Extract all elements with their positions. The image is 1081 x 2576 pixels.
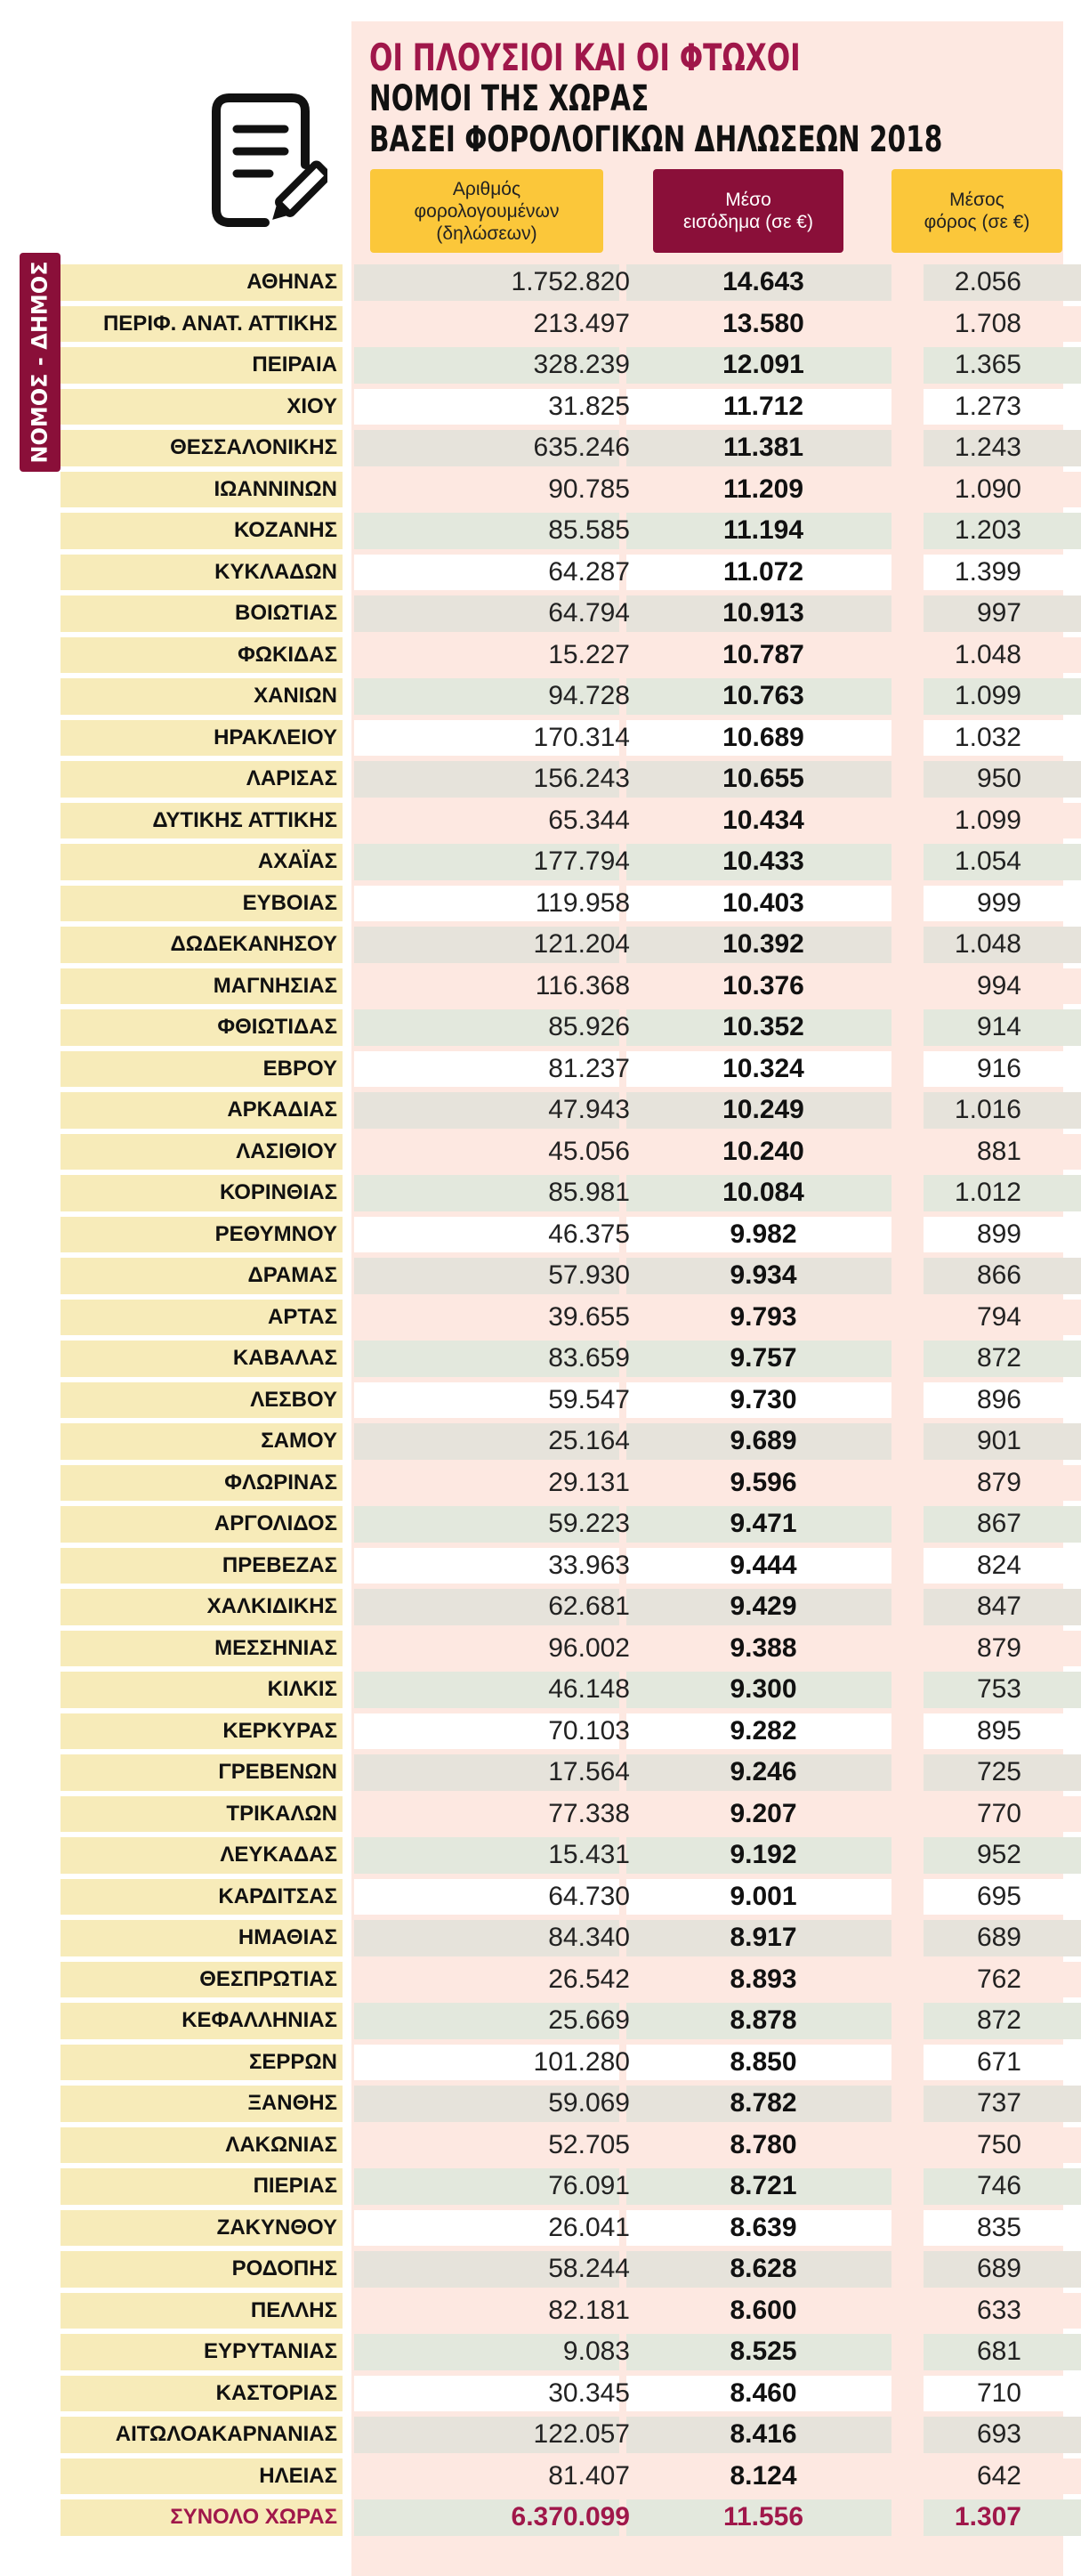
- average-income: 9.282: [730, 1715, 797, 1746]
- title-line-2: ΝΟΜΟΙ ΤΗΣ ΧΩΡΑΣ: [369, 78, 649, 119]
- prefecture-name: ΤΡΙΚΑΛΩΝ: [61, 1796, 343, 1833]
- taxpayers-count: 57.930: [548, 1260, 630, 1290]
- table-row: [61, 635, 1063, 676]
- average-income: 10.655: [722, 764, 804, 793]
- average-tax: 1.203: [954, 515, 1021, 545]
- taxpayers-count: 29.131: [548, 1467, 630, 1497]
- taxpayers-count: 121.204: [533, 929, 630, 959]
- average-income: 10.084: [722, 1178, 804, 1207]
- average-tax: 693: [976, 2419, 1021, 2449]
- table-row: [61, 2414, 1063, 2456]
- average-tax: 914: [976, 1012, 1021, 1041]
- table-row: [61, 2373, 1063, 2415]
- prefecture-name: ΚΥΚΛΑΔΩΝ: [61, 555, 343, 591]
- table-row: [61, 1090, 1063, 1131]
- average-tax: 1.708: [954, 308, 1021, 338]
- prefecture-name: ΕΒΡΟΥ: [61, 1051, 343, 1088]
- average-income: 10.763: [722, 681, 804, 710]
- average-income: 10.689: [722, 722, 804, 752]
- taxpayers-count: 62.681: [548, 1592, 630, 1621]
- prefecture-name: ΠΕΡΙΦ. ΑΝΑΤ. ΑΤΤΙΚΗΣ: [61, 306, 343, 343]
- average-income: 10.913: [722, 598, 804, 628]
- prefecture-name: ΠΙΕΡΙΑΣ: [61, 2168, 343, 2205]
- average-income: 8.721: [730, 2171, 797, 2200]
- table-row: [61, 1876, 1063, 1918]
- average-tax: 896: [976, 1384, 1021, 1414]
- average-income: 9.001: [730, 1881, 797, 1911]
- table-row: [61, 1172, 1063, 1214]
- table-row: [61, 966, 1063, 1008]
- taxpayers-count: 122.057: [533, 2419, 630, 2449]
- side-label-tab: [20, 253, 61, 472]
- taxpayers-count: 70.103: [548, 1715, 630, 1746]
- average-income: 11.194: [722, 515, 804, 545]
- average-tax: 689: [976, 2254, 1021, 2283]
- average-tax: 1.099: [954, 805, 1021, 835]
- average-income: 14.643: [722, 267, 804, 296]
- average-tax: 1.012: [954, 1178, 1021, 1207]
- prefecture-name: ΦΘΙΩΤΙΔΑΣ: [61, 1009, 343, 1046]
- table-row: [61, 2290, 1063, 2332]
- taxpayers-count: 64.730: [548, 1881, 630, 1911]
- prefecture-name: ΧΑΝΙΩΝ: [61, 678, 343, 715]
- taxpayers-count: 328.239: [533, 350, 630, 379]
- taxpayers-count: 58.244: [548, 2254, 630, 2283]
- average-income: 9.300: [730, 1674, 797, 1704]
- taxpayers-count: 85.585: [548, 515, 630, 545]
- average-income: 8.628: [730, 2254, 797, 2283]
- average-tax: 671: [976, 2046, 1021, 2077]
- taxpayers-count: 59.547: [548, 1384, 630, 1414]
- table-row: [61, 1959, 1063, 2001]
- table-row: [61, 1131, 1063, 1173]
- header-taxpayers-line-3: (δηλώσεων): [436, 223, 537, 244]
- taxpayers-count: 76.091: [548, 2171, 630, 2200]
- header-income-line-1: Μέσο: [725, 190, 771, 210]
- prefecture-name: ΔΩΔΕΚΑΝΗΣΟΥ: [61, 927, 343, 963]
- table-row: [61, 1917, 1063, 1959]
- average-income: 8.460: [730, 2378, 797, 2408]
- prefecture-name: ΣΥΝΟΛΟ ΧΩΡΑΣ: [61, 2499, 343, 2536]
- prefecture-name: ΡΟΔΟΠΗΣ: [61, 2251, 343, 2288]
- table-row: [61, 344, 1063, 386]
- average-tax: 999: [976, 887, 1021, 918]
- prefecture-name: ΚΑΒΑΛΑΣ: [61, 1341, 343, 1377]
- average-income: 8.124: [730, 2460, 797, 2491]
- average-income: 8.917: [730, 1923, 797, 1952]
- prefecture-name: ΗΡΑΚΛΕΙΟΥ: [61, 720, 343, 757]
- header-taxpayers-line-2: φορολογουμένων: [414, 200, 560, 222]
- average-income: 10.392: [722, 929, 804, 959]
- table-row: [61, 2000, 1063, 2042]
- prefecture-name: ΡΕΘΥΜΝΟΥ: [61, 1217, 343, 1253]
- header-tax-line-2: φόρος (σε €): [924, 212, 1030, 232]
- prefecture-name: ΑΡΚΑΔΙΑΣ: [61, 1092, 343, 1129]
- average-income: 10.376: [722, 970, 804, 1000]
- prefecture-name: ΘΕΣΠΡΩΤΙΑΣ: [61, 1962, 343, 1998]
- taxpayers-count: 119.958: [535, 887, 630, 918]
- table-row: [61, 800, 1063, 842]
- average-tax: 1.307: [954, 2502, 1021, 2531]
- taxpayers-count: 82.181: [548, 2295, 630, 2325]
- table-row: [61, 1628, 1063, 1670]
- prefecture-name: ΛΑΚΩΝΙΑΣ: [61, 2127, 343, 2164]
- prefecture-name: ΛΕΥΚΑΔΑΣ: [61, 1837, 343, 1874]
- table-row: [61, 1462, 1063, 1504]
- average-income: 8.639: [730, 2212, 797, 2242]
- table-row: [61, 1338, 1063, 1380]
- table-row: [61, 1586, 1063, 1628]
- average-tax: 1.365: [954, 350, 1021, 379]
- average-tax: 1.273: [954, 391, 1021, 421]
- taxpayers-count: 81.237: [548, 1053, 630, 1083]
- header-taxpayers: [370, 169, 603, 253]
- table-row: [61, 1545, 1063, 1587]
- prefecture-name: ΑΙΤΩΛΟΑΚΑΡΝΑΝΙΑΣ: [61, 2417, 343, 2453]
- average-tax: 1.048: [954, 639, 1021, 669]
- table-row: [61, 1049, 1063, 1090]
- table-row: [61, 2456, 1063, 2498]
- taxpayers-count: 81.407: [548, 2460, 630, 2491]
- taxpayers-count: 59.223: [548, 1509, 630, 1538]
- average-income: 8.782: [730, 2088, 797, 2118]
- average-income: 8.893: [730, 1964, 797, 1994]
- header-tax: [891, 169, 1062, 253]
- average-tax: 997: [976, 598, 1021, 628]
- average-income: 10.249: [722, 1095, 804, 1124]
- prefecture-name: ΙΩΑΝΝΙΝΩΝ: [61, 472, 343, 508]
- table-row: [61, 1007, 1063, 1049]
- taxpayers-count: 15.227: [548, 639, 630, 669]
- prefecture-name: ΜΕΣΣΗΝΙΑΣ: [61, 1631, 343, 1667]
- average-tax: 2.056: [954, 267, 1021, 296]
- average-income: 9.757: [730, 1343, 797, 1373]
- average-income: 9.793: [730, 1301, 797, 1332]
- taxpayers-count: 84.340: [548, 1923, 630, 1952]
- average-income: 9.207: [730, 1798, 797, 1828]
- average-tax: 1.016: [954, 1095, 1021, 1124]
- taxpayers-count: 83.659: [548, 1343, 630, 1373]
- table-row: [61, 676, 1063, 717]
- average-tax: 872: [976, 1343, 1021, 1373]
- prefecture-name: ΞΑΝΘΗΣ: [61, 2086, 343, 2122]
- prefecture-name: ΣΕΡΡΩΝ: [61, 2045, 343, 2081]
- average-tax: 689: [976, 1923, 1021, 1952]
- taxpayers-count: 177.794: [533, 847, 630, 876]
- table-row: [61, 883, 1063, 925]
- prefecture-name: ΠΡΕΒΕΖΑΣ: [61, 1548, 343, 1584]
- prefecture-name: ΒΟΙΩΤΙΑΣ: [61, 595, 343, 632]
- header-income: [653, 169, 843, 253]
- taxpayers-count: 46.148: [548, 1674, 630, 1704]
- taxpayers-count: 64.287: [548, 556, 630, 587]
- table-row: [61, 552, 1063, 594]
- prefecture-name: ΑΘΗΝΑΣ: [61, 264, 343, 301]
- taxpayers-count: 170.314: [533, 722, 630, 752]
- taxpayers-count: 26.542: [548, 1964, 630, 1994]
- prefecture-name: ΓΡΕΒΕΝΩΝ: [61, 1754, 343, 1791]
- average-tax: 737: [976, 2088, 1021, 2118]
- average-tax: 746: [976, 2171, 1021, 2200]
- taxpayers-count: 94.728: [548, 681, 630, 710]
- average-income: 10.433: [722, 847, 804, 876]
- taxpayers-count: 85.981: [548, 1178, 630, 1207]
- average-income: 8.416: [730, 2419, 797, 2449]
- average-income: 9.192: [730, 1840, 797, 1869]
- table-row: [61, 469, 1063, 511]
- table-row: [61, 2083, 1063, 2125]
- average-tax: 872: [976, 2005, 1021, 2035]
- taxpayers-count: 25.164: [548, 1426, 630, 1455]
- prefecture-name: ΚΟΡΙΝΘΙΑΣ: [61, 1175, 343, 1211]
- average-income: 9.689: [730, 1426, 797, 1455]
- prefecture-name: ΔΡΑΜΑΣ: [61, 1258, 343, 1294]
- taxpayers-count: 6.370.099: [511, 2502, 630, 2531]
- prefecture-name: ΗΜΑΘΙΑΣ: [61, 1920, 343, 1956]
- prefecture-name: ΘΕΣΣΑΛΟΝΙΚΗΣ: [61, 430, 343, 466]
- table-row: [61, 593, 1063, 635]
- prefecture-name: ΣΑΜΟΥ: [61, 1423, 343, 1460]
- average-income: 10.352: [722, 1012, 804, 1041]
- average-tax: 1.243: [954, 433, 1021, 462]
- average-income: 11.209: [722, 474, 804, 504]
- average-tax: 1.032: [954, 722, 1021, 752]
- table-row: [61, 1421, 1063, 1462]
- average-income: 9.388: [730, 1632, 797, 1663]
- average-income: 11.712: [722, 391, 804, 421]
- average-income: 11.381: [722, 433, 804, 462]
- title-line-3: ΒΑΣΕΙ ΦΟΡΟΛΟΓΙΚΩΝ ΔΗΛΩΣΕΩΝ 2018: [369, 119, 943, 160]
- average-income: 11.556: [722, 2502, 804, 2531]
- prefecture-name: ΚΑΣΤΟΡΙΑΣ: [61, 2376, 343, 2412]
- average-tax: 952: [976, 1840, 1021, 1869]
- taxpayers-count: 65.344: [548, 805, 630, 835]
- average-income: 11.072: [722, 556, 804, 587]
- table-row: [61, 1752, 1063, 1794]
- average-income: 12.091: [722, 350, 804, 379]
- prefecture-name: ΚΕΡΚΥΡΑΣ: [61, 1713, 343, 1750]
- average-income: 13.580: [722, 308, 804, 338]
- average-income: 9.246: [730, 1757, 797, 1786]
- average-income: 9.444: [730, 1550, 797, 1580]
- taxpayers-count: 85.926: [548, 1012, 630, 1041]
- average-tax: 1.054: [954, 847, 1021, 876]
- prefecture-name: ΖΑΚΥΝΘΟΥ: [61, 2210, 343, 2247]
- average-tax: 867: [976, 1509, 1021, 1538]
- taxpayers-count: 90.785: [548, 474, 630, 504]
- average-tax: 916: [976, 1053, 1021, 1083]
- average-income: 10.324: [722, 1053, 804, 1083]
- table-row: [61, 1711, 1063, 1753]
- taxpayers-count: 33.963: [548, 1550, 630, 1580]
- prefecture-name: ΛΑΡΙΣΑΣ: [61, 761, 343, 798]
- side-label: ΝΟΜΟΣ - ΔΗΜΟΣ: [28, 261, 52, 464]
- table-row: [61, 304, 1063, 345]
- average-tax: 879: [976, 1632, 1021, 1663]
- taxpayers-count: 116.368: [535, 970, 630, 1000]
- data-table: [61, 262, 1063, 2539]
- average-income: 8.600: [730, 2295, 797, 2325]
- prefecture-name: ΛΑΣΙΘΙΟΥ: [61, 1134, 343, 1171]
- average-tax: 847: [976, 1592, 1021, 1621]
- average-income: 8.780: [730, 2129, 797, 2159]
- average-tax: 762: [976, 1964, 1021, 1994]
- average-tax: 866: [976, 1260, 1021, 1290]
- average-tax: 835: [976, 2212, 1021, 2242]
- average-tax: 770: [976, 1798, 1021, 1828]
- taxpayers-count: 64.794: [548, 598, 630, 628]
- total-row: [61, 2497, 1063, 2539]
- table-row: [61, 2042, 1063, 2084]
- taxpayers-count: 46.375: [548, 1219, 630, 1249]
- table-row: [61, 1255, 1063, 1297]
- prefecture-name: ΜΑΓΝΗΣΙΑΣ: [61, 968, 343, 1005]
- average-tax: 1.048: [954, 929, 1021, 959]
- prefecture-name: ΚΑΡΔΙΤΣΑΣ: [61, 1879, 343, 1916]
- taxpayers-count: 213.497: [533, 308, 630, 338]
- table-row: [61, 1503, 1063, 1545]
- average-tax: 633: [976, 2295, 1021, 2325]
- average-tax: 895: [976, 1715, 1021, 1746]
- table-row: [61, 758, 1063, 800]
- prefecture-name: ΕΥΡΥΤΑΝΙΑΣ: [61, 2334, 343, 2370]
- table-row: [61, 2331, 1063, 2373]
- average-tax: 1.399: [954, 556, 1021, 587]
- header-income-line-2: εισόδημα (σε €): [683, 212, 813, 232]
- taxpayers-count: 17.564: [548, 1757, 630, 1786]
- prefecture-name: ΦΩΚΙΔΑΣ: [61, 637, 343, 674]
- average-income: 9.934: [730, 1260, 797, 1290]
- header-tax-line-1: Μέσος: [949, 190, 1004, 210]
- table-row: [61, 1297, 1063, 1339]
- table-row: [61, 924, 1063, 966]
- prefecture-name: ΔΥΤΙΚΗΣ ΑΤΤΙΚΗΣ: [61, 803, 343, 839]
- taxpayers-count: 26.041: [548, 2212, 630, 2242]
- table-row: [61, 262, 1063, 304]
- average-tax: 710: [976, 2378, 1021, 2408]
- average-income: 10.787: [722, 639, 804, 669]
- average-tax: 879: [976, 1467, 1021, 1497]
- prefecture-name: ΧΙΟΥ: [61, 389, 343, 425]
- table-row: [61, 2166, 1063, 2207]
- average-tax: 681: [976, 2337, 1021, 2366]
- average-tax: 642: [976, 2460, 1021, 2491]
- average-income: 9.730: [730, 1384, 797, 1414]
- taxpayers-count: 101.280: [533, 2046, 630, 2077]
- table-row: [61, 1380, 1063, 1422]
- average-income: 9.429: [730, 1592, 797, 1621]
- average-income: 8.850: [730, 2046, 797, 2077]
- taxpayers-count: 156.243: [533, 764, 630, 793]
- header-taxpayers-line-1: Αριθμός: [452, 178, 521, 199]
- average-tax: 695: [976, 1881, 1021, 1911]
- document-edit-icon: [203, 89, 327, 231]
- taxpayers-count: 9.083: [562, 2337, 630, 2366]
- average-tax: 824: [976, 1550, 1021, 1580]
- average-tax: 1.099: [954, 681, 1021, 710]
- prefecture-name: ΧΑΛΚΙΔΙΚΗΣ: [61, 1589, 343, 1625]
- table-row: [61, 1214, 1063, 1256]
- average-tax: 994: [976, 970, 1021, 1000]
- prefecture-name: ΕΥΒΟΙΑΣ: [61, 886, 343, 922]
- taxpayers-count: 1.752.820: [511, 267, 630, 296]
- prefecture-name: ΠΕΛΛΗΣ: [61, 2293, 343, 2329]
- table-row: [61, 717, 1063, 759]
- average-tax: 1.090: [954, 474, 1021, 504]
- average-income: 8.525: [730, 2337, 797, 2366]
- table-row: [61, 427, 1063, 469]
- title-line-1: ΟΙ ΠΛΟΥΣΙΟΙ ΚΑΙ ΟΙ ΦΤΩΧΟΙ: [369, 36, 801, 79]
- prefecture-name: ΗΛΕΙΑΣ: [61, 2459, 343, 2495]
- table-row: [61, 1669, 1063, 1711]
- average-income: 8.878: [730, 2005, 797, 2035]
- table-row: [61, 841, 1063, 883]
- prefecture-name: ΑΧΑΪΑΣ: [61, 844, 343, 880]
- average-income: 9.596: [730, 1467, 797, 1497]
- prefecture-name: ΦΛΩΡΙΝΑΣ: [61, 1465, 343, 1502]
- taxpayers-count: 15.431: [548, 1840, 630, 1869]
- prefecture-name: ΑΡΤΑΣ: [61, 1300, 343, 1336]
- average-income: 9.982: [730, 1219, 797, 1249]
- taxpayers-count: 635.246: [533, 433, 630, 462]
- average-tax: 881: [976, 1136, 1021, 1166]
- taxpayers-count: 77.338: [548, 1798, 630, 1828]
- table-row: [61, 510, 1063, 552]
- table-row: [61, 1835, 1063, 1876]
- taxpayers-count: 59.069: [548, 2088, 630, 2118]
- average-income: 10.403: [722, 887, 804, 918]
- table-row: [61, 2248, 1063, 2290]
- average-tax: 899: [976, 1219, 1021, 1249]
- average-tax: 750: [976, 2129, 1021, 2159]
- prefecture-name: ΑΡΓΟΛΙΔΟΣ: [61, 1506, 343, 1543]
- taxpayers-count: 45.056: [548, 1136, 630, 1166]
- average-income: 10.240: [722, 1136, 804, 1166]
- taxpayers-count: 30.345: [548, 2378, 630, 2408]
- table-row: [61, 2207, 1063, 2249]
- prefecture-name: ΠΕΙΡΑΙΑ: [61, 347, 343, 384]
- average-income: 9.471: [730, 1509, 797, 1538]
- prefecture-name: ΚΕΦΑΛΛΗΝΙΑΣ: [61, 2003, 343, 2039]
- taxpayers-count: 39.655: [548, 1301, 630, 1332]
- table-row: [61, 386, 1063, 428]
- taxpayers-count: 47.943: [548, 1095, 630, 1124]
- table-row: [61, 1794, 1063, 1835]
- average-tax: 794: [976, 1301, 1021, 1332]
- taxpayers-count: 52.705: [548, 2129, 630, 2159]
- average-income: 10.434: [722, 805, 804, 835]
- taxpayers-count: 31.825: [548, 391, 630, 421]
- prefecture-name: ΚΙΛΚΙΣ: [61, 1672, 343, 1708]
- average-tax: 725: [976, 1757, 1021, 1786]
- taxpayers-count: 25.669: [548, 2005, 630, 2035]
- table-row: [61, 2125, 1063, 2167]
- prefecture-name: ΛΕΣΒΟΥ: [61, 1382, 343, 1419]
- average-tax: 901: [976, 1426, 1021, 1455]
- average-tax: 950: [976, 764, 1021, 793]
- prefecture-name: ΚΟΖΑΝΗΣ: [61, 513, 343, 549]
- average-tax: 753: [976, 1674, 1021, 1704]
- taxpayers-count: 96.002: [548, 1632, 630, 1663]
